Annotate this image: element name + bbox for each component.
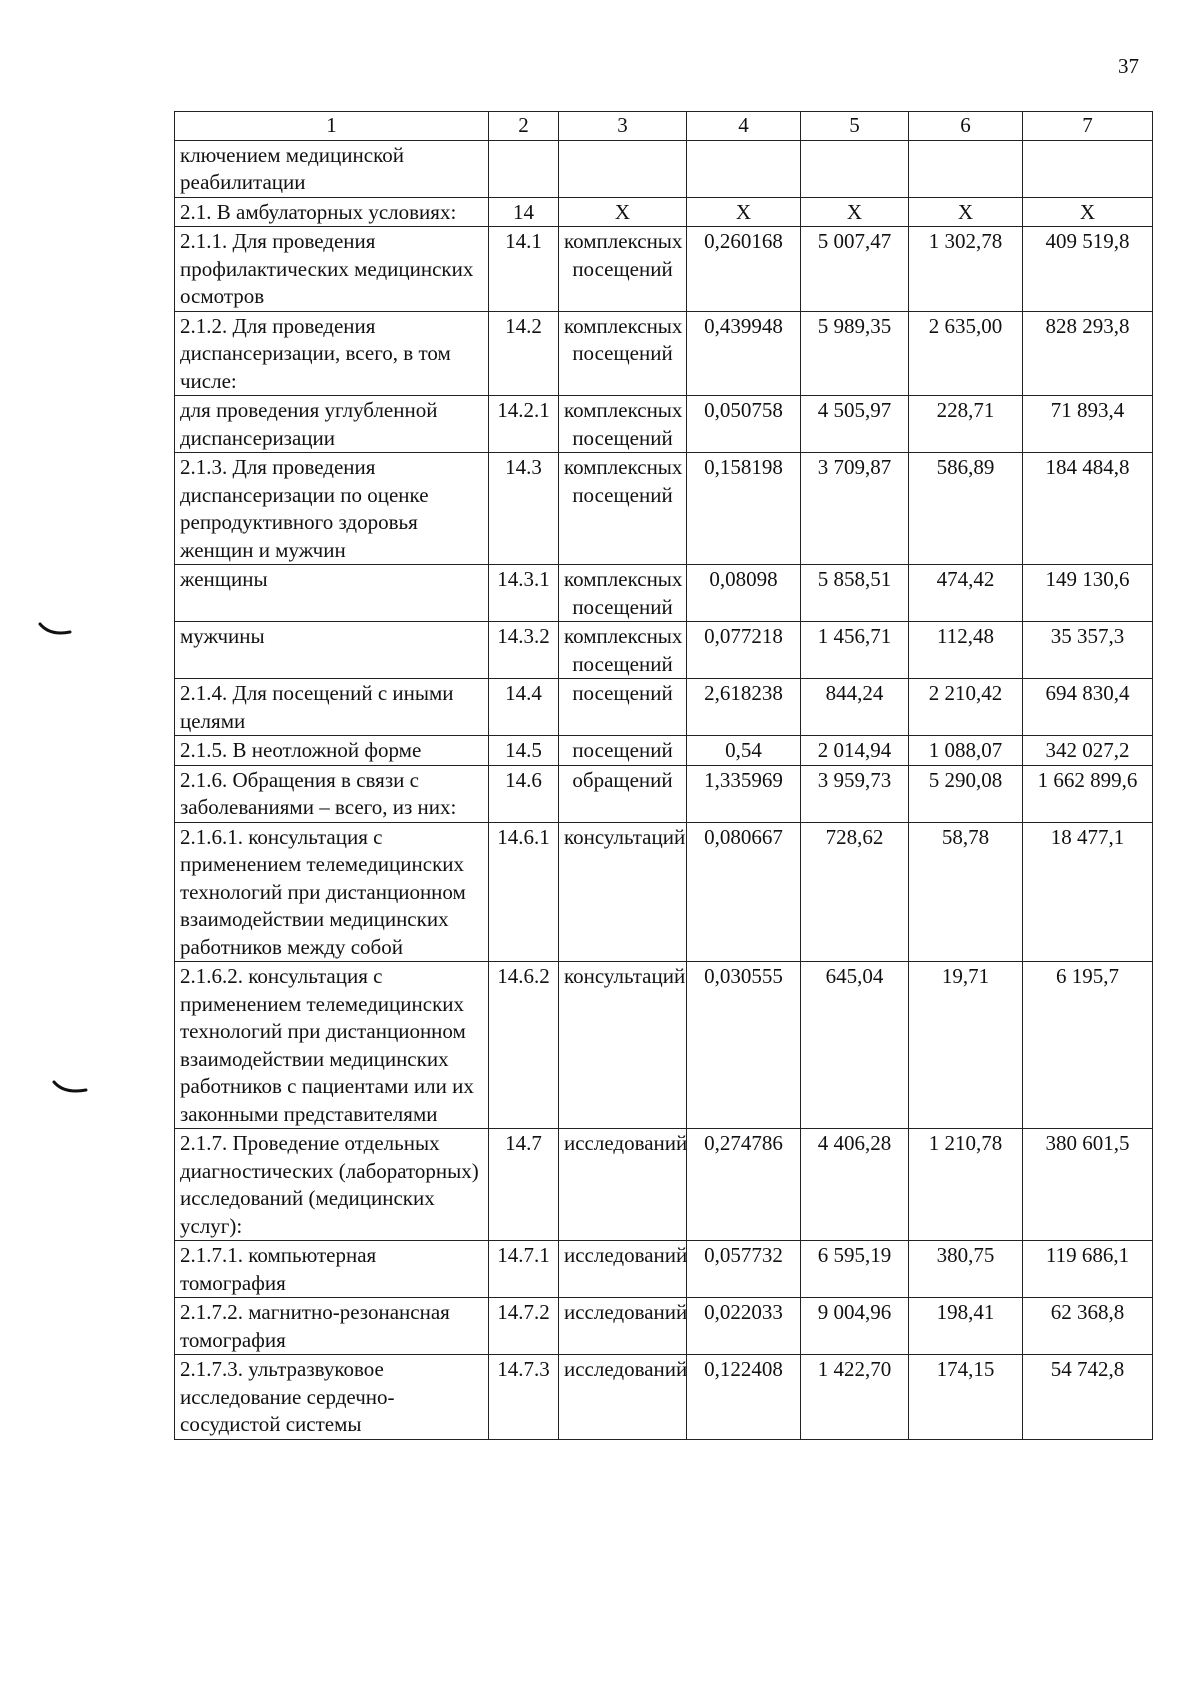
table-row xyxy=(175,765,1153,822)
unit-cell: комплексных посещений xyxy=(559,227,687,312)
table-row xyxy=(175,1129,1153,1241)
table-row xyxy=(175,197,1153,227)
row-label: мужчины xyxy=(175,622,489,679)
value-cell: 5 290,08 xyxy=(909,765,1023,822)
row-code: 14.2 xyxy=(489,311,559,396)
value-cell: 4 505,97 xyxy=(801,396,909,453)
page-number: 37 xyxy=(1118,54,1139,78)
row-label: 2.1. В амбулаторных условиях: xyxy=(175,197,489,227)
value-cell: 409 519,8 xyxy=(1023,227,1153,312)
value-cell: 198,41 xyxy=(909,1298,1023,1355)
value-cell: 174,15 xyxy=(909,1355,1023,1440)
value-cell: 0,274786 xyxy=(687,1129,801,1241)
unit-cell: исследований xyxy=(559,1129,687,1241)
value-cell: 0,08098 xyxy=(687,565,801,622)
value-cell: 0,54 xyxy=(687,736,801,766)
value-cell: 4 406,28 xyxy=(801,1129,909,1241)
value-cell: 380,75 xyxy=(909,1241,1023,1298)
value-cell: 380 601,5 xyxy=(1023,1129,1153,1241)
value-cell: 71 893,4 xyxy=(1023,396,1153,453)
unit-cell: обращений xyxy=(559,765,687,822)
value-cell: 0,077218 xyxy=(687,622,801,679)
value-cell: 184 484,8 xyxy=(1023,453,1153,565)
table-row xyxy=(175,679,1153,736)
value-cell: 0,080667 xyxy=(687,822,801,962)
table-row xyxy=(175,311,1153,396)
row-code: 14.3.1 xyxy=(489,565,559,622)
row-code: 14.7 xyxy=(489,1129,559,1241)
value-cell: 1 302,78 xyxy=(909,227,1023,312)
row-label: 2.1.3. Для проведения диспансеризации по оценке репродуктивного здоровья женщин и мужчин xyxy=(175,453,489,565)
value-cell: 35 357,3 xyxy=(1023,622,1153,679)
table-row xyxy=(175,396,1153,453)
row-code: 14.4 xyxy=(489,679,559,736)
value-cell xyxy=(687,140,801,197)
row-code: 14.3 xyxy=(489,453,559,565)
unit-cell: консультаций xyxy=(559,962,687,1129)
value-cell: 0,030555 xyxy=(687,962,801,1129)
row-code: 14.7.3 xyxy=(489,1355,559,1440)
row-label: 2.1.7. Проведение отдельных диагностических (лабораторных) исследований (медицинских услуг): xyxy=(175,1129,489,1241)
table-row xyxy=(175,1241,1153,1298)
value-cell: Х xyxy=(909,197,1023,227)
table-row xyxy=(175,822,1153,962)
value-cell: 62 368,8 xyxy=(1023,1298,1153,1355)
value-cell: 0,057732 xyxy=(687,1241,801,1298)
unit-cell: исследований xyxy=(559,1298,687,1355)
value-cell xyxy=(801,140,909,197)
row-label: женщины xyxy=(175,565,489,622)
unit-cell: комплексных посещений xyxy=(559,622,687,679)
value-cell: 2 014,94 xyxy=(801,736,909,766)
value-cell: 0,022033 xyxy=(687,1298,801,1355)
row-code: 14.1 xyxy=(489,227,559,312)
row-label: 2.1.6.1. консультация с применением телемедицинских технологий при дистанционном взаимодействии медицинских работников между собой xyxy=(175,822,489,962)
column-header: 5 xyxy=(801,112,909,141)
row-label: 2.1.7.1. компьютерная томография xyxy=(175,1241,489,1298)
row-code: 14.2.1 xyxy=(489,396,559,453)
value-cell: Х xyxy=(801,197,909,227)
column-header: 1 xyxy=(175,112,489,141)
value-cell: 844,24 xyxy=(801,679,909,736)
value-cell: 1 422,70 xyxy=(801,1355,909,1440)
value-cell xyxy=(909,140,1023,197)
value-cell: 9 004,96 xyxy=(801,1298,909,1355)
value-cell: Х xyxy=(687,197,801,227)
column-header: 6 xyxy=(909,112,1023,141)
unit-cell: исследований xyxy=(559,1355,687,1440)
value-cell: Х xyxy=(1023,197,1153,227)
value-cell: 694 830,4 xyxy=(1023,679,1153,736)
row-label: 2.1.5. В неотложной форме xyxy=(175,736,489,766)
value-cell: 3 709,87 xyxy=(801,453,909,565)
row-label: 2.1.4. Для посещений с иными целями xyxy=(175,679,489,736)
table-row xyxy=(175,565,1153,622)
row-label: 2.1.7.3. ультразвуковое исследование сердечно-сосудистой системы xyxy=(175,1355,489,1440)
unit-cell: исследований xyxy=(559,1241,687,1298)
value-cell: 828 293,8 xyxy=(1023,311,1153,396)
value-cell: 342 027,2 xyxy=(1023,736,1153,766)
table-row xyxy=(175,962,1153,1129)
margin-check-mark xyxy=(52,1072,92,1112)
value-cell: 3 959,73 xyxy=(801,765,909,822)
value-cell: 112,48 xyxy=(909,622,1023,679)
value-cell xyxy=(1023,140,1153,197)
unit-cell: Х xyxy=(559,197,687,227)
value-cell: 2 635,00 xyxy=(909,311,1023,396)
table-row xyxy=(175,736,1153,766)
unit-cell: консультаций xyxy=(559,822,687,962)
row-code: 14.3.2 xyxy=(489,622,559,679)
row-code: 14.6 xyxy=(489,765,559,822)
value-cell: 19,71 xyxy=(909,962,1023,1129)
unit-cell: комплексных посещений xyxy=(559,311,687,396)
row-code: 14.6.1 xyxy=(489,822,559,962)
value-cell: 58,78 xyxy=(909,822,1023,962)
value-cell: 119 686,1 xyxy=(1023,1241,1153,1298)
table-row xyxy=(175,227,1153,312)
row-label: ключением медицинской реабилитации xyxy=(175,140,489,197)
row-code: 14 xyxy=(489,197,559,227)
table-row xyxy=(175,1355,1153,1440)
unit-cell: комплексных посещений xyxy=(559,453,687,565)
data-table xyxy=(174,111,1153,1440)
value-cell: 18 477,1 xyxy=(1023,822,1153,962)
value-cell: 1 456,71 xyxy=(801,622,909,679)
value-cell: 149 130,6 xyxy=(1023,565,1153,622)
value-cell: 5 858,51 xyxy=(801,565,909,622)
margin-check-mark xyxy=(36,612,76,652)
value-cell: 2 210,42 xyxy=(909,679,1023,736)
value-cell: 0,260168 xyxy=(687,227,801,312)
row-label: 2.1.6. Обращения в связи с заболеваниями – всего, из них: xyxy=(175,765,489,822)
value-cell: 1 210,78 xyxy=(909,1129,1023,1241)
value-cell: 586,89 xyxy=(909,453,1023,565)
value-cell: 0,158198 xyxy=(687,453,801,565)
value-cell: 1 662 899,6 xyxy=(1023,765,1153,822)
row-label: 2.1.2. Для проведения диспансеризации, всего, в том числе: xyxy=(175,311,489,396)
table-row xyxy=(175,453,1153,565)
row-label: 2.1.1. Для проведения профилактических медицинских осмотров xyxy=(175,227,489,312)
table-row xyxy=(175,1298,1153,1355)
value-cell: 228,71 xyxy=(909,396,1023,453)
value-cell: 6 595,19 xyxy=(801,1241,909,1298)
row-code: 14.6.2 xyxy=(489,962,559,1129)
unit-cell: комплексных посещений xyxy=(559,565,687,622)
column-header: 7 xyxy=(1023,112,1153,141)
row-label: для проведения углубленной диспансеризации xyxy=(175,396,489,453)
unit-cell xyxy=(559,140,687,197)
value-cell: 0,122408 xyxy=(687,1355,801,1440)
row-code: 14.5 xyxy=(489,736,559,766)
unit-cell: посещений xyxy=(559,679,687,736)
value-cell: 54 742,8 xyxy=(1023,1355,1153,1440)
header-row xyxy=(175,112,1153,141)
table-row xyxy=(175,140,1153,197)
value-cell: 1,335969 xyxy=(687,765,801,822)
value-cell: 474,42 xyxy=(909,565,1023,622)
value-cell: 0,439948 xyxy=(687,311,801,396)
unit-cell: посещений xyxy=(559,736,687,766)
value-cell: 1 088,07 xyxy=(909,736,1023,766)
value-cell: 2,618238 xyxy=(687,679,801,736)
table-row xyxy=(175,622,1153,679)
row-label: 2.1.7.2. магнитно-резонансная томография xyxy=(175,1298,489,1355)
row-code: 14.7.2 xyxy=(489,1298,559,1355)
value-cell: 6 195,7 xyxy=(1023,962,1153,1129)
value-cell: 5 007,47 xyxy=(801,227,909,312)
column-header: 3 xyxy=(559,112,687,141)
column-header: 2 xyxy=(489,112,559,141)
column-header: 4 xyxy=(687,112,801,141)
row-label: 2.1.6.2. консультация с применением телемедицинских технологий при дистанционном взаимодействии медицинских работников с пациентами или их законными представителями xyxy=(175,962,489,1129)
value-cell: 5 989,35 xyxy=(801,311,909,396)
value-cell: 728,62 xyxy=(801,822,909,962)
value-cell: 0,050758 xyxy=(687,396,801,453)
unit-cell: комплексных посещений xyxy=(559,396,687,453)
row-code xyxy=(489,140,559,197)
row-code: 14.7.1 xyxy=(489,1241,559,1298)
value-cell: 645,04 xyxy=(801,962,909,1129)
